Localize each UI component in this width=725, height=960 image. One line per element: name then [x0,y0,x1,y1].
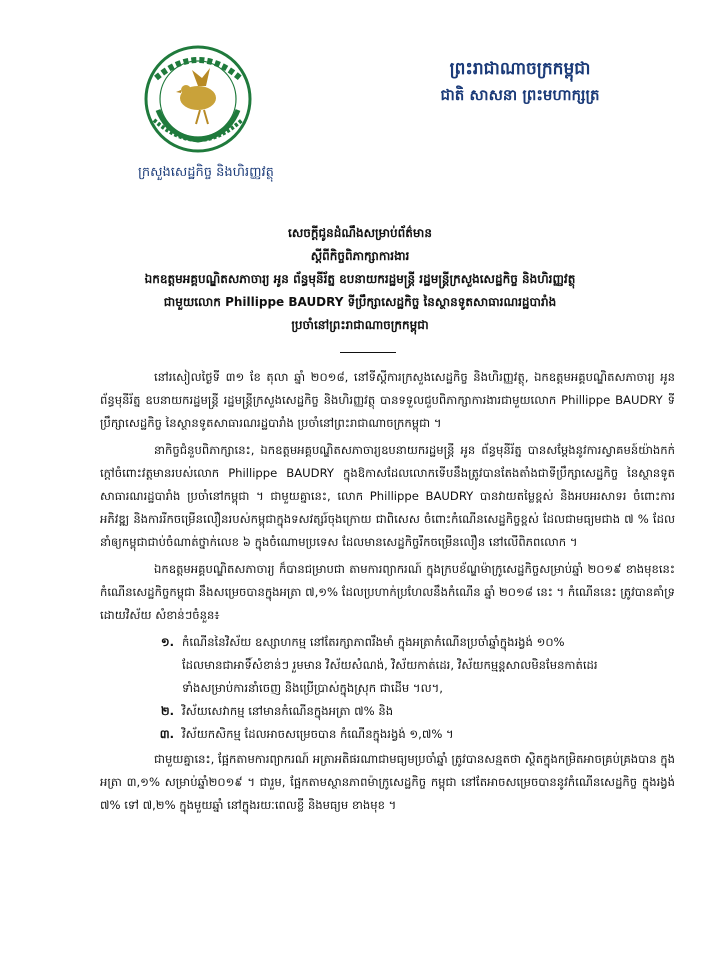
title-line-1: សេចក្តីជូនដំណឹងសម្រាប់ព័ត៌មាន [288,226,432,240]
sector-list [100,631,675,746]
list-item [100,723,675,746]
list-item [100,631,675,654]
paragraph-3: ឯកឧត្តមអគ្គបណ្ឌិតសភាចារ្យ ក៏បានជម្រាបជា តាមការព្យាករណ៍ ក្នុងក្របខ័ណ្ឌម៉ាក្រូសេដ្ឋកិច្ចសម្រាប់ឆ្នាំ ២០១៩ ខាងមុខនេះ កំណើនសេដ្ឋកិច្ចកម្ពុជា នឹងសម្រេចបានក្នុងអត្រា ៧,១% ដែលប្រហាក់ប្រហែលនឹងកំណើន ឆ្នាំ ២០១៨ នេះ ។ កំណើននេះ ត្រូវបានគាំទ្រដោយវិស័យ សំខាន់ៗចំនួន៖ [100,562,675,622]
list-text: វិស័យកសិកម្ម ដែលអាចសម្រេចបាន កំណើនក្នុងរង្វង់ ១,៧% ។ [182,727,454,741]
ministry-name: ក្រសួងសេដ្ឋកិច្ច និងហិរញ្ញវត្ថុ [138,165,274,180]
list-text: កំណើននៃវិស័យ ឧស្សាហកម្ម នៅតែរក្សាភាពរឹងមាំ ក្នុងអត្រាកំណើនប្រចាំឆ្នាំក្នុងរង្វង់ ១០% [182,635,565,649]
kingdom-name: ព្រះរាជាណាចក្រកម្ពុជា [449,59,591,79]
list-subtext: ដែលមានជាអាទិ៍សំខាន់ៗ រួមមាន វិស័យសំណង់, វិស័យកាត់ដេរ, វិស័យកម្មន្តសាលមិនមែនកាត់ដេរ [182,658,598,672]
list-number: ៣. [159,727,174,741]
list-number: ២. [160,704,174,718]
ministry-logo [128,40,268,158]
title-line-2: ស្តីពីកិច្ចពិភាក្សាការងារ [310,249,410,263]
list-item [100,700,675,723]
list-subtext: ទាំងសម្រាប់ការនាំចេញ និងប្រើប្រាស់ក្នុងស្រុក ជាដើម ។ល។, [182,681,443,695]
kingdom-motto [400,56,640,108]
title-line-3: ឯកឧត្តមអគ្គបណ្ឌិតសភាចារ្យ អូន ព័ន្ធមុនីរ័ត្ន ឧបនាយករដ្ឋមន្ត្រី រដ្ឋមន្ត្រីក្រសួងសេដ្ឋកិច្ច និងហិរញ្ញវត្ថុ [144,272,576,286]
paragraph-2: នាកិច្ចជំនួបពិភាក្សានេះ, ឯកឧត្តមអគ្គបណ្ឌិតសភាចារ្យឧបនាយករដ្ឋមន្ត្រី អូន ព័ន្ធមុនីរ័ត្ន បានសម្តែងនូវការស្វាគមន៍យ៉ាងកក់ក្តៅចំពោះវត្តមានរបស់លោក Phillippe BAUDRY ក្នុងឱកាសដែលលោកទើបនឹងត្រូវបានតែងតាំងជាទីប្រឹក្សាសេដ្ឋកិច្ច នៃស្ថានទូតសាធារណរដ្ឋបារាំង ប្រចាំនៅកម្ពុជា ។ ជាមួយគ្នានេះ, លោក Phillippe BAUDRY បានវាយតម្លៃខ្ពស់ និងអបអរសាទរ ចំពោះការអភិវឌ្ឍ និងការរីកចម្រើនលឿនរបស់កម្ពុជាក្នុងទសវត្សរ៍ចុងក្រោយ ជាពិសេស ចំពោះកំណើនសេដ្ឋកិច្ចខ្ពស់ ដែលជាមធ្យមជាង ៧ % ដែលនាំឲ្យកម្ពុជាជាប់ចំណាត់ថ្នាក់លេខ ៦ ក្នុងចំណោមប្រទេស ដែលមានសេដ្ឋកិច្ចរីកចម្រើនលឿន នៅលើពិភពលោក ។ [100,443,675,549]
title-divider [340,352,396,353]
paragraph-1: នៅរសៀលថ្ងៃទី ៣១ ខែ តុលា ឆ្នាំ ២០១៨, នៅទីស្តីការក្រសួងសេដ្ឋកិច្ច និងហិរញ្ញវត្ថុ, ឯកឧត្តមអគ្គបណ្ឌិតសភាចារ្យ អូន ព័ន្ធមុនីរ័ត្ន ឧបនាយករដ្ឋមន្ត្រី រដ្ឋមន្ត្រីក្រសួងសេដ្ឋកិច្ច និងហិរញ្ញវត្ថុ បានទទួលជួបពិភាក្សាការងារជាមួយលោក Phillippe BAUDRY ទីប្រឹក្សាសេដ្ឋកិច្ច នៃស្ថានទូតសាធារណរដ្ឋបារាំង ប្រចាំនៅព្រះរាជាណាចក្រកម្ពុជា ។ [100,370,675,430]
title-line-4: ជាមួយលោក Phillippe BAUDRY ទីប្រឹក្សាសេដ្ឋកិច្ច នៃស្ថានទូតសាធារណរដ្ឋបារាំង [163,295,557,309]
list-number: ១. [160,635,174,649]
paragraph-4: ជាមួយគ្នានេះ, ផ្អែកតាមការព្យាករណ៍ អត្រាអតិផរណាជាមធ្យមប្រចាំឆ្នាំ ត្រូវបានសន្មតថា ស្ថិតក្នុងកម្រិតអាចគ្រប់គ្រងបាន ក្នុងអត្រា ៣,១% សម្រាប់ឆ្នាំ២០១៩ ។ ជារួម, ផ្អែកតាមស្ថានភាពម៉ាក្រូសេដ្ឋកិច្ច កម្ពុជា នៅតែអាចសម្រេចបាននូវកំណើនសេដ្ឋកិច្ច ក្នុងរង្វង់ ៧% ទៅ ៧,២% ក្នុងមួយឆ្នាំ នៅក្នុងរយៈពេលខ្លី និងមធ្យម ខាងមុខ ។ [100,752,675,812]
title-line-5: ប្រចាំនៅព្រះរាជាណាចក្រកម្ពុជា [291,318,429,332]
document-body [100,366,675,821]
list-text: វិស័យសេវាកម្ម នៅមានកំណើនក្នុងអត្រា ៧% និង [182,704,394,718]
ministry-seal-icon [128,40,268,158]
national-motto: ជាតិ សាសនា ព្រះមហាក្សត្រ [440,86,600,104]
document-title [60,222,660,337]
